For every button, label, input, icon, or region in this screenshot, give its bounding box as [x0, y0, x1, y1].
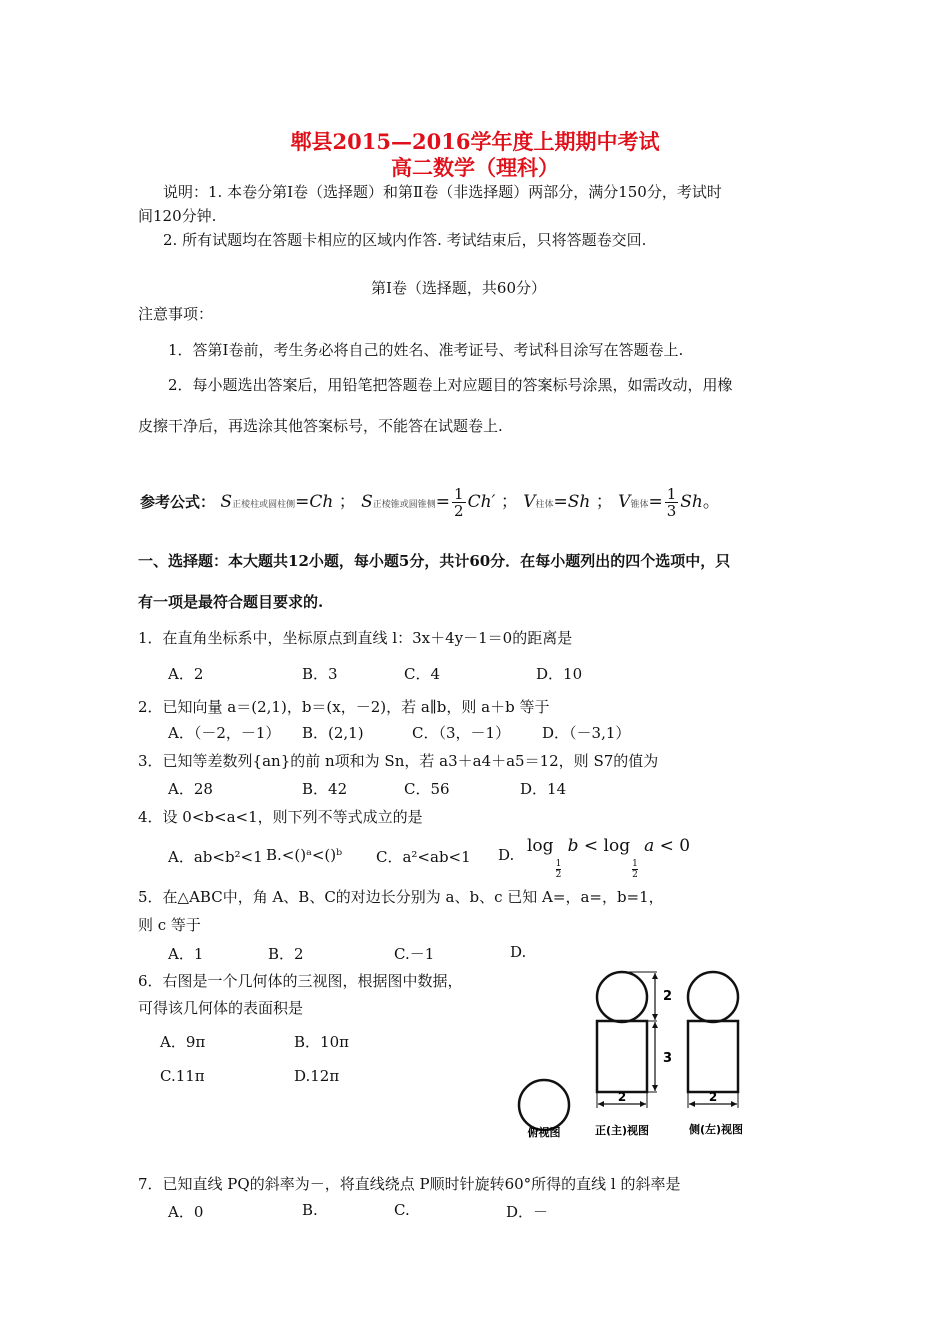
- formula-s2-rhs: Ch′: [467, 492, 496, 512]
- notes-title: 注意事项：: [138, 305, 214, 323]
- side-view-sphere: [688, 972, 738, 1022]
- part1-heading: 第Ⅰ卷（选择题，共60分）: [371, 279, 547, 297]
- dim-arrow: [731, 1101, 737, 1107]
- q6-option-a: A．9π: [160, 1033, 206, 1051]
- exam-title: 郫县2015—2016学年度上期期中考试: [290, 129, 660, 154]
- dim-arrow: [640, 1101, 646, 1107]
- formula-v2-sub: 锥体: [630, 500, 649, 510]
- label-side-view: 侧(左)视图: [688, 1123, 744, 1136]
- section1-line2: 有一项是最符合题目要求的.: [138, 593, 324, 611]
- note-2a: 2．每小题选出答案后，用铅笔把答题卷上对应题目的答案标号涂黑，如需改动，用橡: [168, 376, 733, 394]
- front-view-sphere: [597, 972, 647, 1022]
- formula-v2-rhs: Sh: [680, 492, 703, 512]
- front-view-cylinder: [597, 1021, 647, 1092]
- q3-option-c: C．56: [404, 780, 450, 798]
- formula-s1-sub: 正棱柱或圆柱侧: [232, 500, 296, 510]
- formula-sep: ；: [500, 492, 518, 512]
- q1-option-a: A．2: [168, 665, 204, 683]
- formula-v1-sub: 柱体: [535, 500, 554, 510]
- three-view-figure: [505, 965, 765, 1145]
- q6-option-b: B．10π: [294, 1033, 349, 1051]
- exam-subtitle: 高二数学（理科）: [391, 155, 559, 180]
- dim-label-side-width: 2: [708, 1090, 718, 1104]
- dim-label-top: 2: [663, 989, 673, 1004]
- q5-option-d: D.: [510, 943, 527, 961]
- q7-option-a: A．0: [168, 1203, 204, 1221]
- frac-den: 2: [454, 502, 464, 520]
- frac-num: 1: [666, 485, 677, 503]
- q5-option-b: B．2: [268, 945, 304, 963]
- instruction-line1: 说明：1. 本卷分第Ⅰ卷（选择题）和第Ⅱ卷（非选择题）两部分，满分150分，考试时: [163, 183, 722, 201]
- q1-option-b: B．3: [302, 665, 338, 683]
- fraction-third: [665, 486, 679, 519]
- q3-option-b: B．42: [302, 780, 348, 798]
- frac-den: 3: [666, 502, 677, 520]
- dim-label-mid: 3: [663, 1051, 673, 1066]
- label-front-view: 正(主)视图: [594, 1124, 650, 1137]
- formula-v1-rhs: =Sh: [553, 492, 591, 512]
- q4-option-d-expression: [527, 836, 691, 880]
- formula-end: 。: [702, 492, 720, 512]
- q5-option-c: C.－1: [394, 945, 435, 963]
- q1-option-c: C．4: [404, 665, 441, 683]
- formula-sep: ；: [338, 492, 356, 512]
- formula-sep: ；: [595, 492, 613, 512]
- q6-stem-1: 6．右图是一个几何体的三视图，根据图中数据，: [138, 972, 463, 990]
- q7-option-b: B.: [302, 1201, 318, 1219]
- q7-stem: 7．已知直线 PQ的斜率为－，将直线绕点 P顺时针旋转60°所得的直线 l 的斜率是: [138, 1175, 681, 1193]
- formula-v1: V: [523, 492, 536, 512]
- q4-stem: 4．设 0<b<a<1，则下列不等式成立的是: [138, 808, 423, 826]
- q2-option-c: C．（3，－1）: [412, 724, 511, 742]
- base-den: 2: [555, 870, 562, 880]
- top-view-circle: [519, 1080, 569, 1130]
- q2-option-b: B．(2,1): [302, 724, 364, 742]
- formula-v2: V: [618, 492, 631, 512]
- log-base-frac: [632, 859, 638, 880]
- label-top-view: 俯视图: [527, 1126, 561, 1139]
- q4-option-d-label: D.: [498, 846, 515, 864]
- base-num: 1: [632, 859, 638, 869]
- reference-formulas: [140, 486, 720, 519]
- formula-s2-eq: =: [435, 492, 451, 512]
- side-view-cylinder: [688, 1021, 738, 1092]
- formula-label: 参考公式：: [140, 493, 216, 511]
- formula-v2-eq: =: [648, 492, 663, 512]
- q2-stem: 2．已知向量 a＝(2,1)，b＝(x，－2)，若 a∥b，则 a＋b 等于: [138, 698, 550, 716]
- q6-option-c: C.11π: [160, 1067, 205, 1085]
- q5-stem: 5．在△ABC中，角 A、B、C的对边长分别为 a、b、c 已知 A=，a=，b=1，: [138, 888, 664, 906]
- q1-stem: 1．在直角坐标系中，坐标原点到直线 l：3x＋4y－1＝0的距离是: [138, 629, 573, 647]
- log-arg-a: a: [644, 836, 655, 856]
- note-1: 1．答第Ⅰ卷前，考生务必将自己的姓名、准考证号、考试科目涂写在答题卷上.: [168, 341, 684, 359]
- dim-arrow: [652, 1014, 658, 1020]
- log-arg-b: b: [567, 836, 579, 856]
- frac-num: 1: [454, 485, 464, 503]
- q3-option-d: D．14: [520, 780, 567, 798]
- dim-arrow: [652, 1085, 658, 1091]
- dim-arrow: [652, 1022, 658, 1028]
- q3-stem: 3．已知等差数列{an}的前 n项和为 Sn，若 a3＋a4＋a5＝12，则 S7的值为: [138, 752, 659, 770]
- dim-label-front-width: 2: [617, 1090, 627, 1104]
- q5-option-a: A．1: [168, 945, 204, 963]
- q4-option-c: C．a²<ab<1: [376, 848, 471, 866]
- fraction-half: [452, 486, 466, 519]
- section1-line1: 一、选择题：本大题共12小题，每小题5分，共计60分．在每小题列出的四个选项中，只: [138, 552, 731, 570]
- q6-option-d: D.12π: [294, 1067, 340, 1085]
- q5-stem-2: 则 c 等于: [138, 916, 201, 934]
- formula-s2-sub: 正棱锥或圆锥侧: [372, 500, 436, 510]
- log-text: log: [603, 836, 631, 856]
- q4-option-a: A．ab<b²<1: [168, 848, 263, 866]
- log-text: log: [527, 836, 554, 856]
- q3-option-a: A．28: [168, 780, 213, 798]
- q2-option-a: A．（－2，－1）: [168, 724, 281, 742]
- instruction-line1b: 间120分钟.: [138, 207, 217, 225]
- dim-arrow: [689, 1101, 695, 1107]
- q7-option-d: D．－: [506, 1203, 549, 1221]
- note-2b: 皮擦干净后，再选涂其他答案标号，不能答在试题卷上.: [138, 417, 503, 435]
- dim-arrow: [652, 973, 658, 979]
- q1-option-d: D．10: [536, 665, 583, 683]
- q7-option-c: C.: [394, 1201, 410, 1219]
- base-num: 1: [555, 859, 562, 869]
- base-den: 2: [632, 870, 638, 880]
- formula-s1-rhs: =Ch: [295, 492, 334, 512]
- dim-arrow: [598, 1101, 604, 1107]
- formula-s1: S: [220, 492, 233, 512]
- log-base-frac: [556, 859, 562, 880]
- q6-stem-2: 可得该几何体的表面积是: [138, 999, 304, 1017]
- less-than-zero: < 0: [659, 836, 691, 856]
- instruction-line2: 2. 所有试题均在答题卡相应的区域内作答. 考试结束后，只将答题卷交回.: [163, 231, 647, 249]
- q4-option-b: B.<()ᵃ<()ᵇ: [266, 846, 343, 864]
- q2-option-d: D．（－3,1）: [542, 724, 631, 742]
- formula-s2: S: [361, 492, 373, 512]
- less-than: <: [583, 836, 599, 856]
